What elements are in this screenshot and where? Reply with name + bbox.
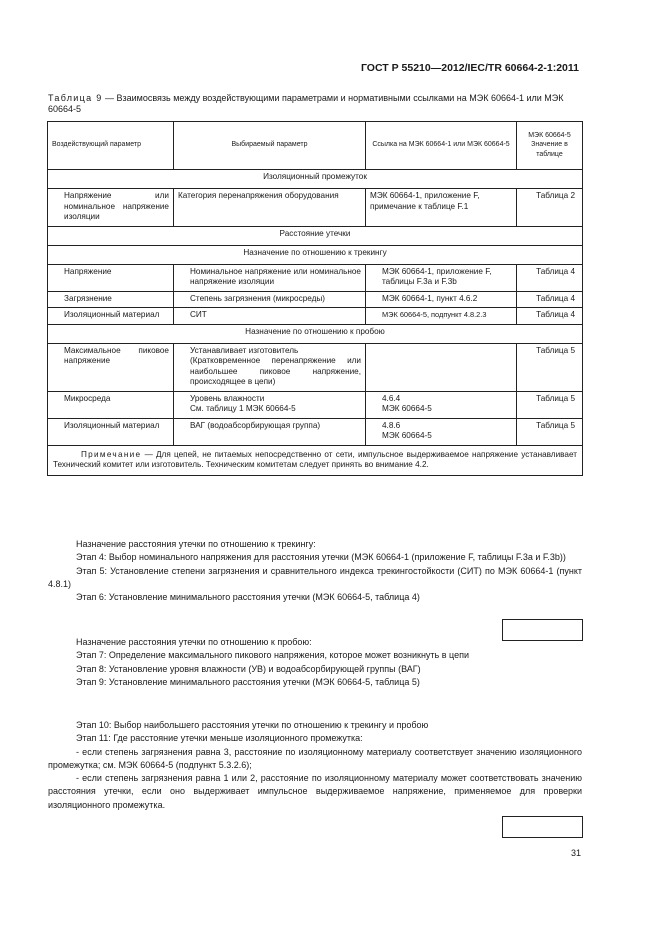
header-table-value: МЭК 60664-5 Значение в таблице — [517, 122, 583, 170]
cell-table-ref: Таблица 5 — [517, 343, 583, 391]
breakdown-steps — [48, 636, 582, 689]
reference-line: МЭК 60664-5 — [382, 404, 432, 413]
paragraph: Этап 7: Определение максимального пикового напряжения, которое может возникнуть в цепи — [76, 650, 469, 661]
paragraph: - если степень загрязнения равна 1 или 2, расстояние по изоляционному материалу может соответствовать значению расстояния утечки, если оно выдерживает импульсное выдерживаемое напряжение, применяемое для проверки изоляционного промежутка. — [48, 773, 582, 810]
table-row — [48, 291, 583, 308]
cell-parameter: Изоляционный материал — [48, 418, 174, 445]
cell-table-ref: Таблица 5 — [517, 418, 583, 445]
cell-reference — [366, 391, 517, 418]
paragraph: Этап 9: Установление минимального расстояния утечки (МЭК 60664-5, таблица 5) — [76, 676, 420, 687]
cell-table-ref: Таблица 2 — [517, 189, 583, 227]
note-row — [48, 445, 583, 475]
cell-table-ref: Таблица 4 — [517, 264, 583, 291]
paragraph: Этап 5: Установление степени загрязнения и сравнительного индекса трекингостойкости (СИТ) по МЭК 60664-1 (пункт 4.8.1) — [48, 565, 582, 589]
section-clearance: Изоляционный промежуток — [48, 170, 583, 189]
selected-line: Уровень влажности — [190, 393, 265, 403]
table-caption-text: — Взаимосвязь между воздействующими параметрами и нормативными ссылками на МЭК 60664-1 или МЭК 60664-5 — [48, 93, 564, 114]
header-selected-parameter: Выбираемый параметр — [174, 122, 366, 170]
selected-line: (Кратковременное перенапряжение или наибольшее пиковое напряжение, происходящее в цепи) — [190, 356, 361, 386]
table-row — [48, 189, 583, 227]
cell-reference: МЭК 60664-5, подпункт 4.8.2.3 — [366, 308, 517, 325]
table-note — [48, 445, 583, 475]
cell-parameter: Напряжение или номинальное напряжение изоляции — [48, 189, 174, 227]
cell-reference: МЭК 60664-1, приложение F, примечание к таблице F.1 — [366, 189, 517, 227]
reference-line: МЭК 60664-5 — [382, 431, 432, 440]
cell-parameter: Напряжение — [48, 264, 174, 291]
paragraph: Этап 8: Установление уровня влажности (УВ) и водоабсорбирующей группы (ВАГ) — [76, 663, 421, 674]
section-creepage: Расстояние утечки — [48, 226, 583, 245]
paragraph: Этап 6: Установление минимального расстояния утечки (МЭК 60664-5, таблица 4) — [76, 592, 420, 603]
table-row — [48, 391, 583, 418]
cell-reference: МЭК 60664-1, приложение F, таблицы F.3a и F.3b — [366, 264, 517, 291]
cell-selected: Категория перенапряжения оборудования — [174, 189, 366, 227]
note-text: — Для цепей, не питаемых непосредственно от сети, импульсное выдерживаемое напряжение устанавливает Технический комитет или изготовитель. Техническим комитетам следует принять во внимание 4.2. — [53, 449, 577, 469]
selected-line: Устанавливает изготовитель — [190, 345, 299, 355]
cell-table-ref: Таблица 4 — [517, 291, 583, 308]
section-row — [48, 170, 583, 189]
cell-selected: Номинальное напряжение или номинальное напряжение изоляции — [174, 264, 366, 291]
result-box — [502, 816, 583, 838]
section-row — [48, 226, 583, 245]
cell-parameter: Микросреда — [48, 391, 174, 418]
section-tracking: Назначение по отношению к трекингу — [48, 245, 583, 264]
table-row — [48, 343, 583, 391]
tracking-steps — [48, 538, 582, 604]
cell-table-ref: Таблица 4 — [517, 308, 583, 325]
table-header-row — [48, 122, 583, 170]
cell-selected: СИТ — [174, 308, 366, 325]
reference-line: 4.8.6 — [382, 420, 401, 430]
page-number: 31 — [571, 848, 582, 858]
section-row — [48, 324, 583, 343]
cell-selected: ВАГ (водоабсорбирующая группа) — [174, 418, 366, 445]
selected-line: См. таблицу 1 МЭК 60664-5 — [190, 404, 296, 413]
final-steps — [48, 719, 582, 812]
cell-parameter: Максимальное пиковое напряжение — [48, 343, 174, 391]
reference-line: 4.6.4 — [382, 393, 401, 403]
cell-reference: МЭК 60664-1, пункт 4.6.2 — [366, 291, 517, 308]
cell-reference — [366, 343, 517, 391]
cell-parameter: Загрязнение — [48, 291, 174, 308]
cell-parameter: Изоляционный материал — [48, 308, 174, 325]
table-row — [48, 418, 583, 445]
table-row — [48, 264, 583, 291]
cell-selected — [174, 343, 366, 391]
section-breakdown: Назначение по отношению к пробою — [48, 324, 583, 343]
document-code: ГОСТ Р 55210—2012/IEC/TR 60664-2-1:2011 — [360, 62, 579, 74]
paragraph: Этап 4: Выбор номинального напряжения для расстояния утечки (МЭК 60664-1 (приложение F, таблицы F.3a и F.3b)) — [76, 552, 566, 563]
note-label: Примечание — [81, 449, 142, 459]
cell-table-ref: Таблица 5 — [517, 391, 583, 418]
paragraph: - если степень загрязнения равна 3, расстояние по изоляционному материалу соответствует значению изоляционного промежутка; см. МЭК 60664-5 (подпункт 5.3.2.6); — [48, 746, 582, 770]
paragraph: Этап 11: Где расстояние утечки меньше изоляционного промежутка: — [76, 733, 363, 744]
cell-selected — [174, 391, 366, 418]
cell-selected: Степень загрязнения (микросреды) — [174, 291, 366, 308]
paragraph: Назначение расстояния утечки по отношению к трекингу: — [76, 539, 316, 549]
header-influencing-parameter: Воздействующий параметр — [48, 122, 174, 170]
table-caption — [48, 93, 588, 115]
section-row — [48, 245, 583, 264]
cell-reference — [366, 418, 517, 445]
paragraph: Этап 10: Выбор наибольшего расстояния утечки по отношению к трекингу и пробою — [76, 720, 429, 730]
table-row — [48, 308, 583, 325]
table-caption-label: Таблица 9 — [48, 93, 103, 103]
parameters-table — [47, 121, 583, 476]
paragraph: Назначение расстояния утечки по отношению к пробою: — [76, 637, 312, 647]
header-reference: Ссылка на МЭК 60664-1 или МЭК 60664-5 — [366, 122, 517, 170]
